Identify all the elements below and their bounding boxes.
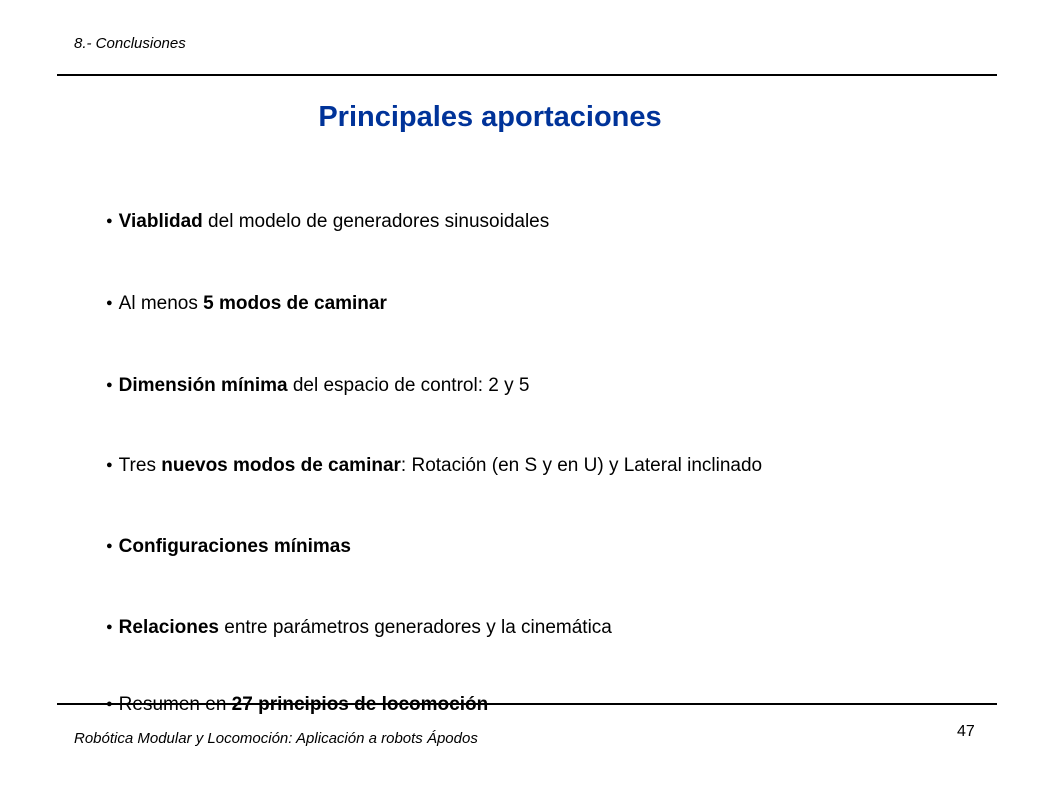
bullet-item — [106, 694, 488, 716]
bullet-emphasis: Configuraciones mínimas — [118, 536, 351, 557]
bullet-emphasis: Relaciones — [118, 617, 219, 638]
bullet-emphasis: Viablidad — [118, 211, 203, 232]
bullet-emphasis: nuevos modos de caminar — [161, 455, 401, 476]
bullet-item — [106, 293, 387, 315]
bullet-text: del modelo de generadores sinusoidales — [202, 211, 550, 232]
bullet-dot-icon: ● — [106, 458, 113, 471]
bullet-text: Resumen en — [118, 694, 232, 715]
bullet-emphasis: 27 principios de locomoción — [231, 694, 489, 715]
bullet-text: : Rotación (en S y en U) y Lateral inclinado — [400, 455, 763, 476]
bullet-dot-icon: ● — [106, 296, 113, 309]
footer-divider — [57, 703, 997, 705]
bullet-item — [106, 536, 351, 558]
bullet-text: del espacio de control: 2 y 5 — [287, 375, 530, 396]
bullet-item — [106, 375, 529, 397]
page-number: 47 — [957, 723, 975, 740]
bullet-item — [106, 455, 762, 477]
bullet-text: entre parámetros generadores y la cinemática — [218, 617, 612, 638]
section-label: 8.- Conclusiones — [74, 35, 186, 52]
bullet-emphasis: 5 modos de caminar — [203, 293, 387, 314]
bullet-text: Al menos — [118, 293, 204, 314]
bullet-text: Tres — [118, 455, 162, 476]
bullet-item — [106, 617, 612, 639]
bullet-dot-icon: ● — [106, 378, 113, 391]
bullet-emphasis: Dimensión mínima — [118, 375, 288, 396]
slide-title: Principales aportaciones — [318, 101, 662, 133]
header-divider — [57, 74, 997, 76]
bullet-dot-icon: ● — [106, 214, 113, 227]
bullet-dot-icon: ● — [106, 539, 113, 552]
bullet-dot-icon: ● — [106, 697, 113, 710]
bullet-dot-icon: ● — [106, 620, 113, 633]
bullet-item — [106, 211, 549, 233]
footer-title: Robótica Modular y Locomoción: Aplicación a robots Ápodos — [74, 730, 478, 747]
